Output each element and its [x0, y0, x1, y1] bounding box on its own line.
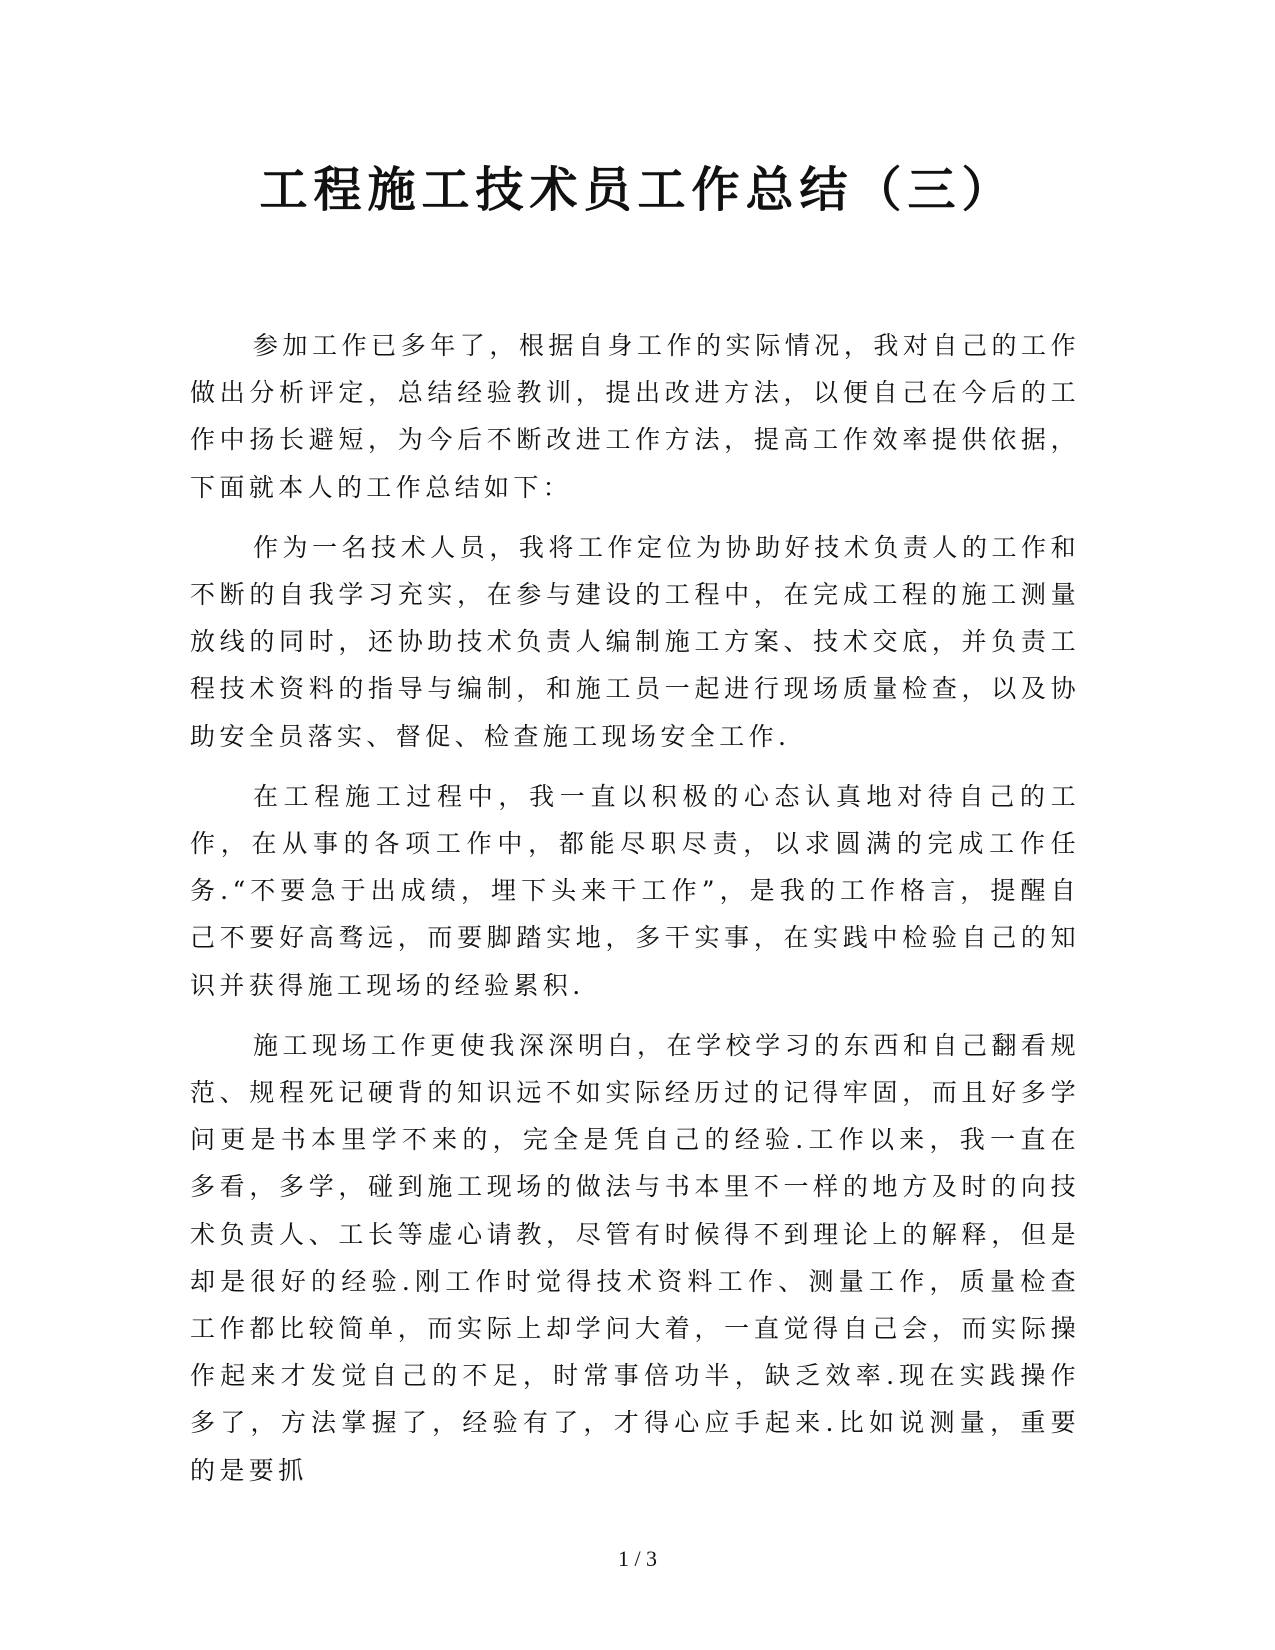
paragraph-2: 作为一名技术人员，我将工作定位为协助好技术负责人的工作和不断的自我学习充实，在参与建设的工程中，在完成工程的施工测量放线的同时，还协助技术负责人编制施工方案、技术交底，并负责工程技术资料的指导与编制，和施工员一起进行现场质量检查，以及协助安全员落实、督促、检查施工现场安全工作.	[190, 532, 1080, 751]
page-number: 1 / 3	[617, 1546, 658, 1571]
paragraph-4: 施工现场工作更使我深深明白，在学校学习的东西和自己翻看规范、规程死记硬背的知识远不如实际经历过的记得牢固，而且好多学问更是书本里学不来的，完全是凭自己的经验.工作以来，我一直在多看，多学，碰到施工现场的做法与书本里不一样的地方及时的向技术负责人、工长等虚心请教，尽管有时候得不到理论上的解释，但是却是很好的经验.刚工作时觉得技术资料工作、测量工作，质量检查工作都比较简单，而实际上却学问大着，一直觉得自己会，而实际操作起来才发觉自己的不足，时常事倍功半，缺乏效率.现在实践操作多了，方法掌握了，经验有了，才得心应手起来.比如说测量，重要的是要抓	[190, 1030, 1080, 1485]
paragraph-1: 参加工作已多年了，根据自身工作的实际情况，我对自己的工作做出分析评定，总结经验教训，提出改进方法，以便自己在今后的工作中扬长避短，为今后不断改进工作方法，提高工作效率提供依据，下面就本人的工作总结如下：	[190, 331, 1080, 502]
document-title: 工程施工技术员工作总结（三）	[259, 162, 1016, 218]
paragraph-3: 在工程施工过程中，我一直以积极的心态认真地对待自己的工作，在从事的各项工作中，都能尽职尽责，以求圆满的完成工作任务.“不要急于出成绩，埋下头来干工作”，是我的工作格言，提醒自己不要好高骛远，而要脚踏实地，多干实事，在实践中检验自己的知识并获得施工现场的经验累积.	[190, 781, 1080, 1000]
document-body	[190, 322, 1080, 1507]
